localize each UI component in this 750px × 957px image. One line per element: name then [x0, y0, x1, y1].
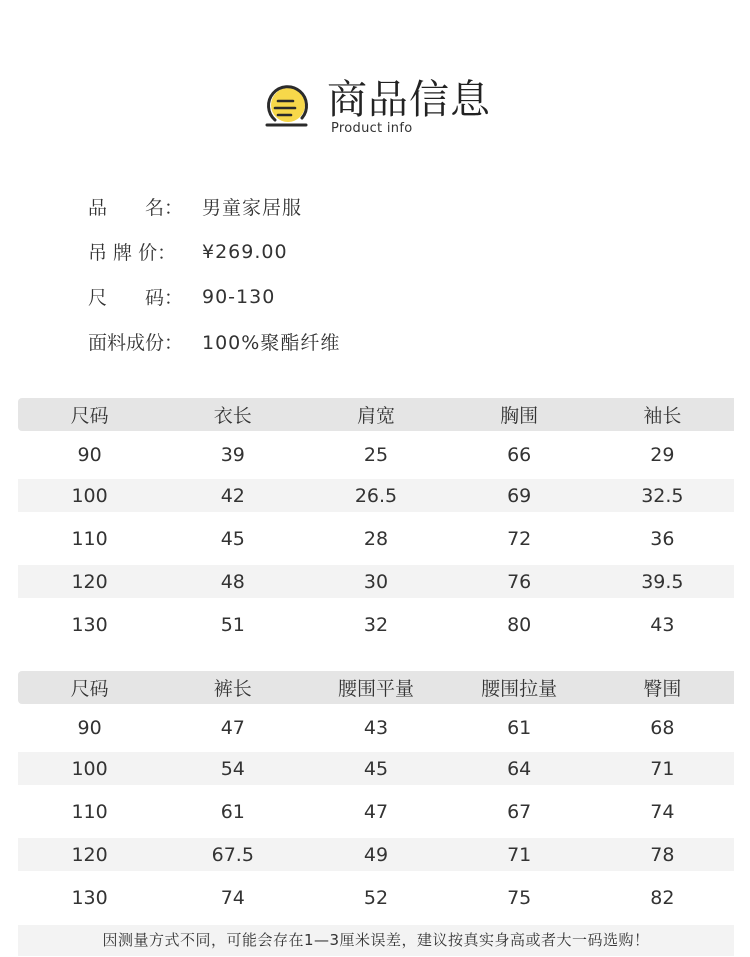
table-header-cell: 袖长 [643, 405, 682, 427]
table-cell: 67 [507, 800, 532, 823]
table-cell: 69 [507, 484, 532, 507]
table-row [18, 565, 734, 598]
table-cell: 61 [220, 800, 245, 823]
table-cell: 61 [507, 717, 532, 739]
table-cell: 71 [507, 843, 532, 866]
table-cell: 49 [363, 843, 389, 866]
table-cell: 48 [220, 570, 245, 593]
table-cell: 66 [507, 444, 532, 466]
table-header-row [18, 671, 734, 704]
table-cell: 76 [507, 570, 532, 593]
table-cell: 71 [650, 757, 675, 780]
table-header-cell: 臀围 [643, 678, 682, 700]
info-value: 100%聚酯纤维 [202, 332, 341, 354]
table-cell: 45 [363, 757, 389, 780]
table-cell: 68 [650, 717, 675, 739]
table-cell: 74 [650, 800, 675, 823]
table-row [18, 479, 734, 512]
table-row [18, 431, 734, 479]
table-cell: 82 [650, 886, 675, 909]
table-cell: 64 [507, 757, 532, 780]
info-row-price [88, 229, 340, 274]
table-header-cell: 尺码 [70, 678, 109, 700]
table-cell: 25 [363, 444, 389, 466]
table-header-cell: 裤长 [213, 678, 252, 700]
table-header-row [18, 398, 734, 431]
info-label: 品 名： [88, 197, 184, 219]
info-row-fabric [88, 319, 340, 364]
table-cell: 90 [77, 717, 102, 739]
table-cell: 130 [71, 886, 108, 909]
table-cell: 100 [71, 757, 108, 780]
table-row [18, 785, 734, 838]
table-cell: 28 [363, 527, 389, 550]
table-cell: 29 [650, 444, 675, 466]
table-cell: 43 [363, 717, 389, 739]
table-cell: 39 [220, 444, 245, 466]
table-cell: 36 [650, 527, 675, 550]
measurement-note: 因测量方式不同，可能会存在1—3厘米误差，建议按真实身高或者大一码选购！ [18, 925, 734, 956]
table-row [18, 838, 734, 871]
table-cell: 47 [363, 800, 389, 823]
table-cell: 75 [507, 886, 532, 909]
table-cell: 130 [71, 613, 108, 636]
table-cell: 51 [220, 613, 245, 636]
table-cell: 54 [220, 757, 245, 780]
table-cell: 32 [363, 613, 389, 636]
info-label: 吊 牌 价： [88, 242, 177, 264]
table-cell: 120 [71, 570, 108, 593]
table-row [18, 598, 734, 651]
table-header-cell: 肩宽 [356, 405, 395, 427]
table-row [18, 704, 734, 752]
table-header-cell: 衣长 [213, 405, 252, 427]
table-cell: 52 [363, 886, 389, 909]
table-cell: 120 [71, 843, 108, 866]
info-row-name [88, 184, 340, 229]
info-value: 90-130 [202, 285, 276, 308]
menu-lines-icon [262, 84, 314, 130]
table-cell: 67.5 [211, 843, 254, 866]
info-value: 男童家居服 [202, 197, 303, 219]
page-subtitle: Product info [331, 121, 413, 136]
table-cell: 47 [220, 717, 245, 739]
info-label: 尺 码： [88, 287, 184, 309]
page-title: 商品信息 [327, 77, 491, 123]
table-cell: 80 [507, 613, 532, 636]
table-header-cell: 胸围 [500, 405, 539, 427]
table-cell: 32.5 [641, 484, 684, 507]
size-table-top [18, 398, 734, 651]
table-cell: 39.5 [641, 570, 684, 593]
table-cell: 43 [650, 613, 675, 636]
table-row [18, 871, 734, 924]
table-cell: 72 [507, 527, 532, 550]
table-header-cell: 腰围平量 [337, 678, 414, 700]
table-cell: 30 [363, 570, 389, 593]
table-row [18, 752, 734, 785]
product-info-list [88, 184, 340, 364]
table-cell: 26.5 [354, 484, 398, 507]
table-header-cell: 尺码 [70, 405, 109, 427]
table-cell: 74 [220, 886, 245, 909]
size-table-bottom [18, 671, 734, 924]
table-header-cell: 腰围拉量 [481, 678, 558, 700]
info-value: ¥269.00 [202, 240, 288, 263]
table-cell: 45 [220, 527, 245, 550]
table-cell: 110 [71, 527, 108, 550]
info-row-size [88, 274, 340, 319]
table-cell: 110 [71, 800, 108, 823]
table-row [18, 512, 734, 565]
info-label: 面料成份： [88, 332, 184, 354]
table-cell: 42 [220, 484, 245, 507]
table-cell: 90 [77, 444, 102, 466]
table-cell: 100 [71, 484, 108, 507]
table-cell: 78 [650, 843, 675, 866]
